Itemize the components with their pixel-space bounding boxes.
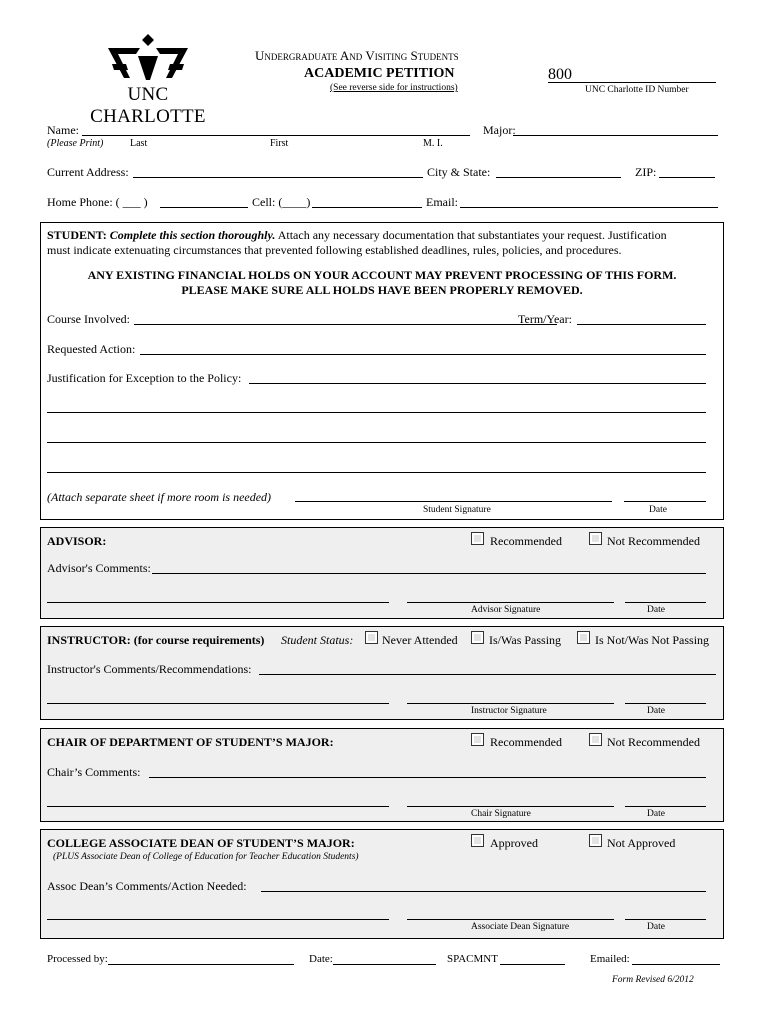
not-passing-label: Is Not/Was Not Passing	[595, 633, 710, 647]
not-passing-checkbox[interactable]	[577, 631, 590, 644]
name-label: Name:	[47, 123, 79, 137]
advisor-signature-caption: Advisor Signature	[471, 605, 541, 615]
emailed-field[interactable]	[632, 964, 720, 965]
justification-label: Justification for Exception to the Policy:	[47, 371, 242, 385]
instructor-heading: INSTRUCTOR: (for course requirements)	[47, 633, 265, 647]
university-logo	[68, 34, 228, 127]
chair-not-recommended-checkbox[interactable]	[589, 733, 602, 746]
student-instructions	[47, 228, 717, 258]
id-number-field[interactable]	[548, 82, 716, 83]
not-approved-checkbox[interactable]	[589, 834, 602, 847]
student-section	[40, 222, 724, 520]
dean-signature-caption: Associate Dean Signature	[471, 922, 570, 932]
dean-date-field[interactable]	[625, 919, 706, 920]
instructor-comments-field[interactable]	[259, 674, 716, 675]
chair-signature-field[interactable]	[407, 806, 614, 807]
student-date-field[interactable]	[624, 501, 706, 502]
chair-date-field[interactable]	[625, 806, 706, 807]
processed-by-label: Processed by:	[47, 953, 108, 965]
student-date-caption: Date	[649, 505, 667, 515]
cell-phone-field[interactable]	[312, 207, 422, 208]
advisor-comments-field[interactable]	[152, 573, 706, 574]
middle-initial-caption: M. I.	[423, 138, 443, 149]
requested-action-label: Requested Action:	[47, 342, 136, 356]
spacmnt-field[interactable]	[500, 964, 565, 965]
instructor-comments-label: Instructor's Comments/Recommendations:	[47, 662, 252, 676]
advisor-comments-line-2[interactable]	[47, 602, 389, 603]
processed-by-field[interactable]	[108, 964, 294, 965]
student-heading-italic: Complete this section thoroughly.	[109, 228, 276, 242]
approved-label: Approved	[490, 836, 538, 850]
dean-signature-field[interactable]	[407, 919, 614, 920]
home-phone-field[interactable]	[160, 207, 248, 208]
dean-comments-label: Assoc Dean’s Comments/Action Needed:	[47, 879, 247, 893]
email-label: Email:	[426, 195, 458, 209]
term-year-field[interactable]	[577, 324, 706, 325]
chair-not-recommended-label: Not Recommended	[607, 735, 700, 749]
dean-heading: COLLEGE ASSOCIATE DEAN OF STUDENT’S MAJOR:	[47, 836, 355, 850]
student-signature-field[interactable]	[295, 501, 612, 502]
instructor-comments-line-2[interactable]	[47, 703, 389, 704]
advisor-date-field[interactable]	[625, 602, 706, 603]
student-signature-caption: Student Signature	[423, 505, 491, 515]
advisor-signature-field[interactable]	[407, 602, 614, 603]
dean-comments-field[interactable]	[261, 891, 706, 892]
spacmnt-label: SPACMNT	[447, 953, 498, 965]
form-revision-note: Form Revised 6/2012	[612, 975, 694, 985]
course-involved-field[interactable]	[134, 324, 557, 325]
chair-signature-caption: Chair Signature	[471, 809, 531, 819]
instructor-signature-field[interactable]	[407, 703, 614, 704]
justification-line-4[interactable]	[47, 472, 706, 473]
id-prefix: 800	[548, 66, 572, 83]
city-state-label: City & State:	[427, 165, 491, 179]
dean-section	[40, 829, 724, 939]
city-state-field[interactable]	[496, 177, 621, 178]
instructor-date-caption: Date	[647, 706, 665, 716]
address-field[interactable]	[133, 177, 423, 178]
financial-holds-warning: ANY EXISTING FINANCIAL HOLDS ON YOUR ACCOUNT MAY PREVENT PROCESSING OF THIS FORM.	[87, 268, 677, 282]
attach-sheet-note: (Attach separate sheet if more room is needed)	[47, 490, 272, 504]
instructor-section	[40, 626, 724, 720]
zip-label: ZIP:	[635, 165, 657, 179]
chair-comments-line-2[interactable]	[47, 806, 389, 807]
course-involved-label: Course Involved:	[47, 312, 130, 326]
chair-comments-label: Chair’s Comments:	[47, 765, 141, 779]
student-status-label: Student Status:	[281, 633, 354, 647]
advisor-comments-label: Advisor's Comments:	[47, 561, 151, 575]
major-field[interactable]	[513, 135, 718, 136]
holds-removed-warning: PLEASE MAKE SURE ALL HOLDS HAVE BEEN PROPERLY REMOVED.	[181, 283, 583, 297]
dean-subheading: (PLUS Associate Dean of College of Education for Teacher Education Students)	[53, 852, 359, 862]
chair-heading: CHAIR OF DEPARTMENT OF STUDENT’S MAJOR:	[47, 735, 334, 749]
cell-phone-label: Cell: (____)	[252, 195, 311, 209]
advisor-not-recommended-checkbox[interactable]	[589, 532, 602, 545]
not-approved-label: Not Approved	[607, 836, 676, 850]
never-attended-label: Never Attended	[382, 633, 458, 647]
justification-line-2[interactable]	[47, 412, 706, 413]
is-passing-label: Is/Was Passing	[489, 633, 562, 647]
please-print-note: (Please Print)	[47, 138, 104, 149]
requested-action-field[interactable]	[140, 354, 706, 355]
form-subtitle: (See reverse side for instructions)	[330, 83, 458, 93]
instructor-date-field[interactable]	[625, 703, 706, 704]
chair-section	[40, 728, 724, 822]
emailed-label: Emailed:	[590, 953, 630, 965]
form-title-line1: Undergraduate And Visiting Students	[255, 48, 459, 63]
major-label: Major:	[483, 123, 516, 137]
justification-line-3[interactable]	[47, 442, 706, 443]
crown-icon	[68, 34, 228, 84]
first-name-caption: First	[270, 138, 289, 149]
approved-checkbox[interactable]	[471, 834, 484, 847]
form-title: ACADEMIC PETITION	[304, 66, 455, 81]
term-year-label: Term/Year:	[518, 312, 572, 326]
last-name-caption: Last	[130, 138, 148, 149]
logo-text: UNC CHARLOTTE	[90, 84, 206, 127]
name-field[interactable]	[82, 135, 470, 136]
is-passing-checkbox[interactable]	[471, 631, 484, 644]
home-phone-label: Home Phone: ( ___ )	[47, 195, 148, 209]
email-field[interactable]	[460, 207, 718, 208]
chair-comments-field[interactable]	[149, 777, 706, 778]
advisor-heading: ADVISOR:	[47, 534, 107, 548]
advisor-section	[40, 527, 724, 619]
id-number-label: UNC Charlotte ID Number	[585, 85, 689, 95]
address-label: Current Address:	[47, 165, 129, 179]
zip-field[interactable]	[659, 177, 715, 178]
justification-field[interactable]	[249, 383, 706, 384]
never-attended-checkbox[interactable]	[365, 631, 378, 644]
dean-comments-line-2[interactable]	[47, 919, 389, 920]
processed-date-label: Date:	[309, 953, 333, 965]
instructor-signature-caption: Instructor Signature	[471, 706, 547, 716]
student-instructions-line2: must indicate extenuating circumstances that prevented following established deadlines, rules, policies, and procedures.	[47, 243, 622, 257]
student-instructions-line1: Attach any necessary documentation that substantiates your request. Justification	[277, 228, 667, 242]
chair-date-caption: Date	[647, 809, 665, 819]
advisor-not-recommended-label: Not Recommended	[607, 534, 700, 548]
advisor-recommended-label: Recommended	[490, 534, 562, 548]
advisor-date-caption: Date	[647, 605, 665, 615]
chair-recommended-checkbox[interactable]	[471, 733, 484, 746]
chair-recommended-label: Recommended	[490, 735, 562, 749]
student-heading: STUDENT:	[47, 228, 107, 242]
dean-date-caption: Date	[647, 922, 665, 932]
processed-date-field[interactable]	[333, 964, 436, 965]
advisor-recommended-checkbox[interactable]	[471, 532, 484, 545]
